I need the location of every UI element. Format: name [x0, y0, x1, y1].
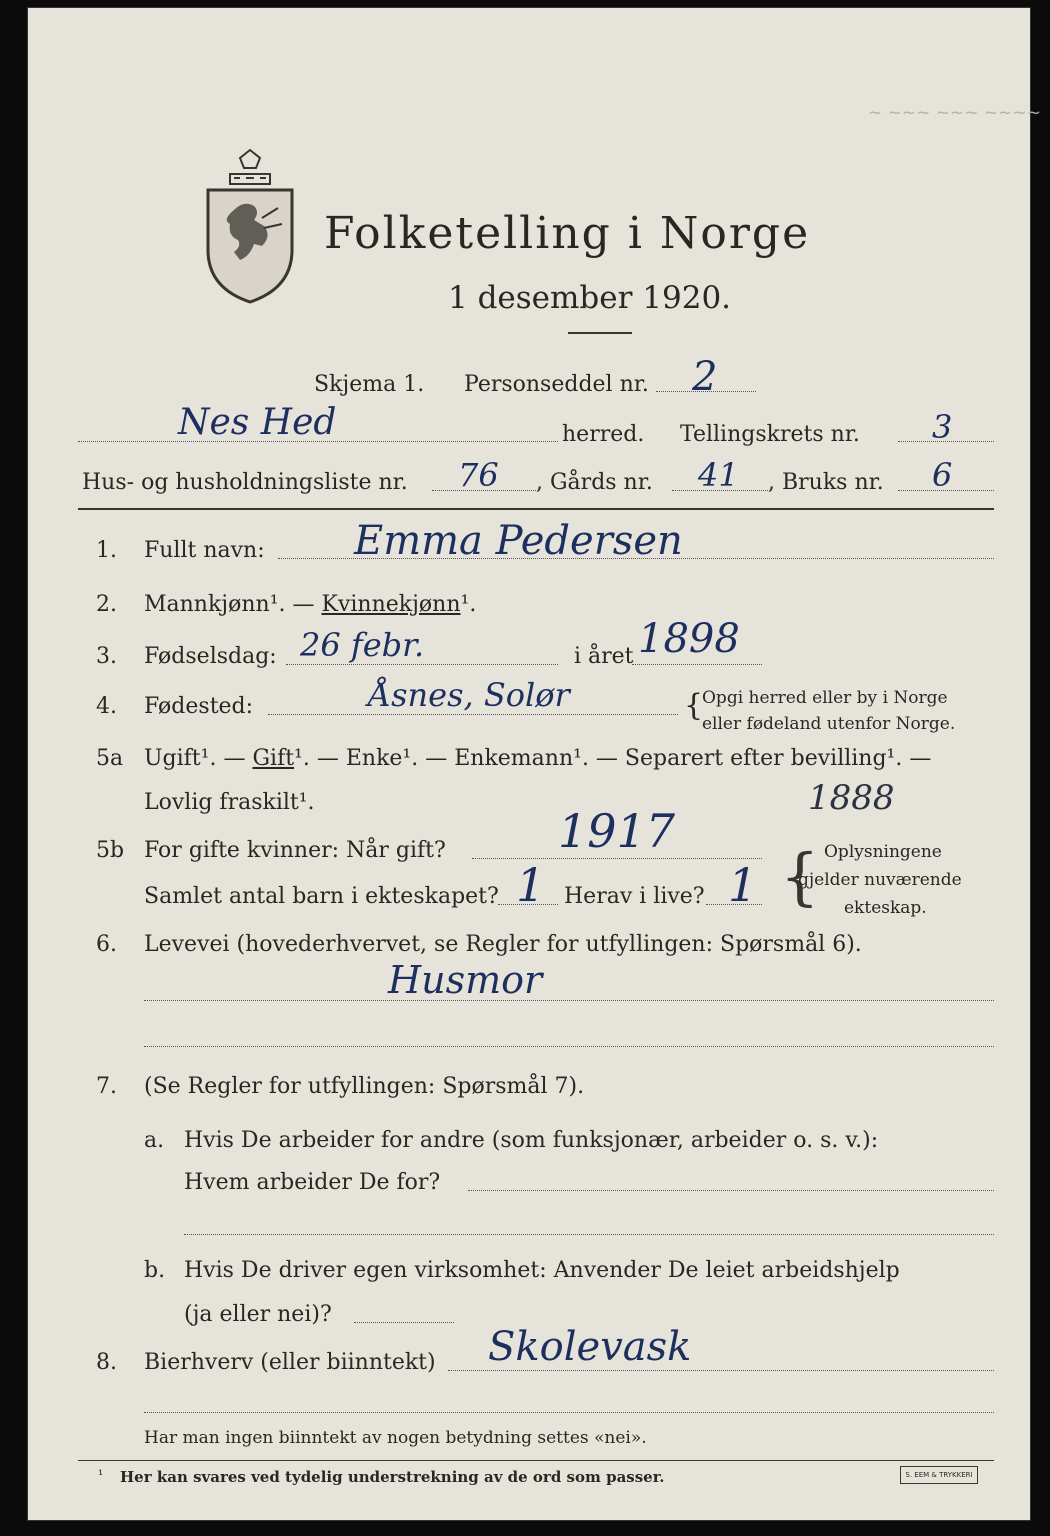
q2-label: Mannkjønn¹. — Kvinnekjønn¹.	[144, 592, 477, 617]
extra-year-note: 1888	[808, 778, 895, 818]
bruks-value[interactable]: 6	[932, 456, 953, 494]
birth-year-value[interactable]: 1898	[638, 616, 740, 662]
q5a-label: Ugift¹. — Gift¹. — Enke¹. — Enkemann¹. — Separert efter bevilling¹. —	[144, 746, 932, 771]
q5b-note-3: ekteskap.	[844, 898, 927, 918]
tellingskrets-value[interactable]: 3	[932, 408, 953, 446]
gards-label: , Gårds nr.	[536, 470, 653, 495]
footnote-mark: ¹	[98, 1468, 104, 1483]
birthplace-value[interactable]: Åsnes, Solør	[368, 676, 570, 714]
personseddel-value[interactable]: 2	[692, 354, 718, 400]
brace-icon: {	[780, 840, 820, 913]
marriage-year-value[interactable]: 1917	[558, 804, 676, 858]
children-value[interactable]: 1	[516, 858, 546, 912]
alive-value[interactable]: 1	[728, 858, 758, 912]
gift-underlined[interactable]: Gift	[252, 746, 295, 771]
q7b-question: (ja eller nei)?	[184, 1302, 332, 1327]
q5b-label: For gifte kvinner: Når gift?	[144, 838, 446, 863]
side-income-value[interactable]: Skolevask	[488, 1324, 692, 1370]
q7-number: 7.	[96, 1074, 117, 1099]
q5b-note-2: gjelder nuværende	[798, 870, 962, 890]
year-label: i året	[574, 644, 634, 669]
gards-value[interactable]: 41	[698, 456, 739, 494]
q5b-note-1: Oplysningene	[824, 842, 942, 862]
q3-label: Fødselsdag:	[144, 644, 277, 669]
q8-number: 8.	[96, 1350, 117, 1375]
q7b-answer-line[interactable]	[354, 1322, 454, 1323]
q4-number: 4.	[96, 694, 117, 719]
q7a-question: Hvem arbeider De for?	[184, 1170, 441, 1195]
full-name-value[interactable]: Emma Pedersen	[354, 518, 683, 564]
form-title: Folketelling i Norge	[324, 208, 811, 259]
skjema-label: Skjema 1.	[314, 372, 425, 397]
q4-label: Fødested:	[144, 694, 254, 719]
occupation-value[interactable]: Husmor	[388, 958, 543, 1002]
q5a-line-2: Lovlig fraskilt¹.	[144, 790, 315, 815]
q6-number: 6.	[96, 932, 117, 957]
q1-label: Fullt navn:	[144, 538, 265, 563]
q7a-text: Hvis De arbeider for andre (som funksjonær, arbeider o. s. v.):	[184, 1128, 879, 1153]
census-date: 1 desember 1920.	[448, 280, 732, 316]
q4-note-2: eller fødeland utenfor Norge.	[702, 714, 956, 734]
q7a-answer-line[interactable]	[468, 1190, 994, 1191]
alive-label: Herav i live?	[564, 884, 705, 909]
brace-icon: {	[684, 688, 704, 723]
q7-label: (Se Regler for utfyllingen: Spørsmål 7).	[144, 1074, 585, 1099]
bruks-label: , Bruks nr.	[768, 470, 884, 495]
census-form	[28, 8, 1041, 1520]
coat-of-arms-icon	[204, 148, 296, 308]
footer-divider	[78, 1460, 994, 1461]
q7a-letter: a.	[144, 1128, 165, 1153]
q5a-number: 5a	[96, 746, 124, 771]
q5b-number: 5b	[96, 838, 125, 863]
section-divider	[78, 508, 994, 510]
children-label: Samlet antal barn i ekteskapet?	[144, 884, 499, 909]
husholdning-label: Hus- og husholdningsliste nr.	[82, 470, 408, 495]
kvinnekjonn-underlined[interactable]: Kvinnekjønn	[321, 592, 461, 617]
bleed-through-text: ~ ~~~ ~~~ ~~~~	[868, 103, 1041, 123]
q7b-letter: b.	[144, 1258, 166, 1283]
footnote-text: Her kan svares ved tydelig understrekning av de ord som passer.	[120, 1468, 665, 1486]
birthday-value[interactable]: 26 febr.	[300, 626, 425, 664]
personseddel-label: Personseddel nr.	[464, 372, 649, 397]
q2-number: 2.	[96, 592, 117, 617]
q6-label: Levevei (hovederhvervet, se Regler for utfyllingen: Spørsmål 6).	[144, 932, 862, 957]
husholdning-value[interactable]: 76	[458, 456, 499, 494]
q3-number: 3.	[96, 644, 117, 669]
title-divider	[568, 332, 632, 334]
herred-label: herred.	[562, 422, 645, 447]
q4-note-1: Opgi herred eller by i Norge	[702, 688, 948, 708]
q7b-text: Hvis De driver egen virksomhet: Anvender De leiet arbeidshjelp	[184, 1258, 900, 1283]
tellingskrets-label: Tellingskrets nr.	[680, 422, 860, 447]
printer-stamp: S. EEM & TRYKKERI	[900, 1466, 978, 1484]
biinntekt-note: Har man ingen biinntekt av nogen betydning settes «nei».	[144, 1428, 647, 1448]
herred-value[interactable]: Nes Hed	[178, 402, 337, 443]
q8-label: Bierhverv (eller biinntekt)	[144, 1350, 436, 1375]
q1-number: 1.	[96, 538, 117, 563]
